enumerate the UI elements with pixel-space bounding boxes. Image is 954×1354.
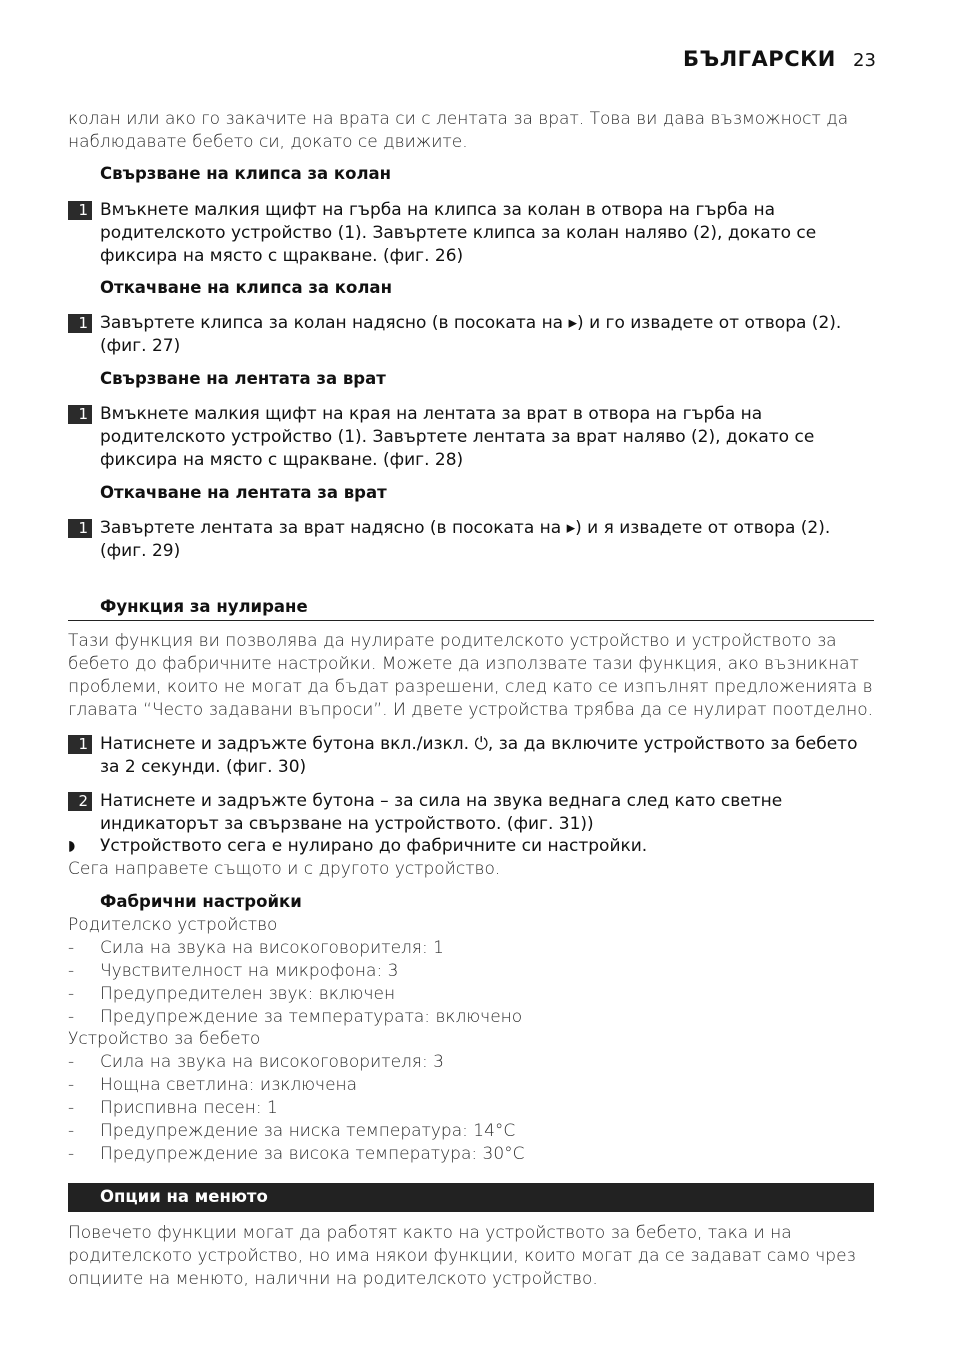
reset-section-title: Функция за нулиране: [100, 597, 308, 616]
factory-settings-title: Фабрични настройки: [100, 892, 302, 911]
reset-note: Сега направете същото и с другото устройство.: [68, 859, 501, 879]
language-header: БЪЛГАРСКИ: [683, 47, 836, 71]
page-number: 23: [853, 50, 876, 71]
neck-cord-attach-step: [68, 403, 874, 472]
step-number: 1: [68, 314, 92, 333]
manual-page: БЪЛГАРСКИ 23 колан или ако го закачите на врата си с лентата за врат. Това ви дава възможност да наблюдавате бебето си, докато се движите. Свързване на клипса за колан 1 Вмъкнете малкия щифт на гърба на клипса за колан в отвора на гърба на родителското устройство (1). Завъртете клипса за колан наляво (2), докато се фиксира на място с щракване. (фиг. 26) Откачване на клипса за колан 1 Завъртете клипса за колан надясно (в посоката на ▸) и го извадете от отвора (2). (фиг. 27) Свързване на лентата за врат 1 Вмъкнете малкия щифт на края на лентата за врат в отвора на гърба на родителското устройство (1). Завъртете лентата за врат наляво (2), докато се фиксира на място с щракване. (фиг. 28) Откачване на лентата за врат 1 Завъртете лентата за врат надясно (в посоката на ▸) и я извадете от отвора (2). (фиг. 29) Функция за нулиране Тази функция ви позволява да нулирате родителското устройство и устройството за бебето до фабричните настройки. Можете да използвате тази функция, ако възникнат проблеми, които не могат да бъдат разрешени, след като се изпълнят предложенията в главата “Често задавани въпроси”. И двете устройства трябва да се нулират поотделно. 1 Натиснете и задръжте бутона вкл./изкл. ⏻, за да включите устройството за бебето за 2 секунди. (фиг. 30) 2 Натиснете и задръжте бутона – за сила на звука веднага след като светне индикаторът за свързване на устройството. (фиг. 31)) ◗ Устройството сега е нулирано до фабричните си настройки. Сега направете същото и с другото устройство. Фабрични настройки Родителско устройство - Сила на звука на високоговорителя: 1 - Чувствителност на микрофона: 3 - Предупредителен звук: включен - Предупреждение за температурата: включено Устройство за бебето - Сила на звука на високоговорителя: 3 - Нощна светлина: изключена - Приспивна песен: 1 - Предупреждение за ниска температура: 14°C - Предупреждение за висока температура: 30°C Опции на менюто Повечето функции могат да работят както на устройството за бебето, така и на родителското устройство, но има някои функции, които могат да се задават само чрез опциите на менюто, налични на родителското устройство.: [68, 47, 876, 1289]
menu-section-header: [68, 1183, 874, 1212]
step-text: Вмъкнете малкия щифт на края на лентата за врат в отвора на гърба на родителското устройство (1). Завъртете лентата за врат наляво (2), докато се фиксира на място с щракване. (фиг. 28): [100, 404, 815, 470]
step-number: 2: [68, 792, 92, 811]
menu-paragraph: Повечето функции могат да работят както на устройството за бебето, така и на родителското устройство, но има някои функции, които могат да се задават само чрез опциите на менюто, налични на родителското устройство.: [68, 1223, 856, 1289]
neck-cord-detach-step: [68, 517, 874, 563]
result-marker-icon: ◗: [68, 838, 76, 854]
section-divider: [68, 620, 874, 621]
result-text: Устройството сега е нулирано до фабричните си настройки.: [100, 836, 648, 856]
step-text: Завъртете клипса за колан надясно (в посоката на ▸) и го извадете от отвора (2). (фиг. 27): [100, 313, 842, 356]
belt-clip-attach-title: Свързване на клипса за колан: [100, 164, 392, 183]
step-text: Натиснете и задръжте бутона вкл./изкл. ⏻, за да включите устройството за бебето за 2 секунди. (фиг. 30): [100, 734, 858, 777]
step-text: Вмъкнете малкия щифт на гърба на клипса за колан в отвора на гърба на родителското устройство (1). Завъртете клипса за колан наляво (2), докато се фиксира на място с щракване. (фиг. 26): [100, 200, 817, 266]
baby-unit-label: Устройство за бебето: [68, 1029, 261, 1049]
step-number: 1: [68, 519, 92, 538]
neck-cord-attach-title: Свързване на лентата за врат: [100, 369, 386, 388]
menu-section-title: Опции на менюто: [100, 1187, 268, 1206]
belt-clip-attach-step: [68, 199, 874, 268]
parent-unit-label: Родителско устройство: [68, 915, 278, 935]
belt-clip-detach-title: Откачване на клипса за колан: [100, 278, 392, 297]
step-text: Натиснете и задръжте бутона – за сила на звука веднага след като светне индикаторът за свързване на устройството. (фиг. 31)): [100, 791, 783, 834]
step-text: Завъртете лентата за врат надясно (в посоката на ▸) и я извадете от отвора (2). (фиг. 29): [100, 518, 831, 561]
step-number: 1: [68, 735, 92, 754]
step-number: 1: [68, 405, 92, 424]
neck-cord-detach-title: Откачване на лентата за врат: [100, 483, 387, 502]
reset-result: [68, 835, 874, 858]
step-number: 1: [68, 201, 92, 220]
reset-step-1: [68, 733, 874, 779]
reset-step-2: [68, 790, 874, 836]
intro-paragraph: колан или ако го закачите на врата си с лентата за врат. Това ви дава възможност да наблюдавате бебето си, докато се движите.: [68, 109, 849, 152]
reset-intro: Тази функция ви позволява да нулирате родителското устройство и устройството за бебето до фабричните настройки. Можете да използвате тази функция, ако възникнат проблеми, които не могат да бъдат разрешени, след като се изпълнят предложенията в главата “Често задавани въпроси”. И двете устройства трябва да се нулират поотделно.: [68, 631, 874, 720]
belt-clip-detach-step: [68, 312, 874, 358]
